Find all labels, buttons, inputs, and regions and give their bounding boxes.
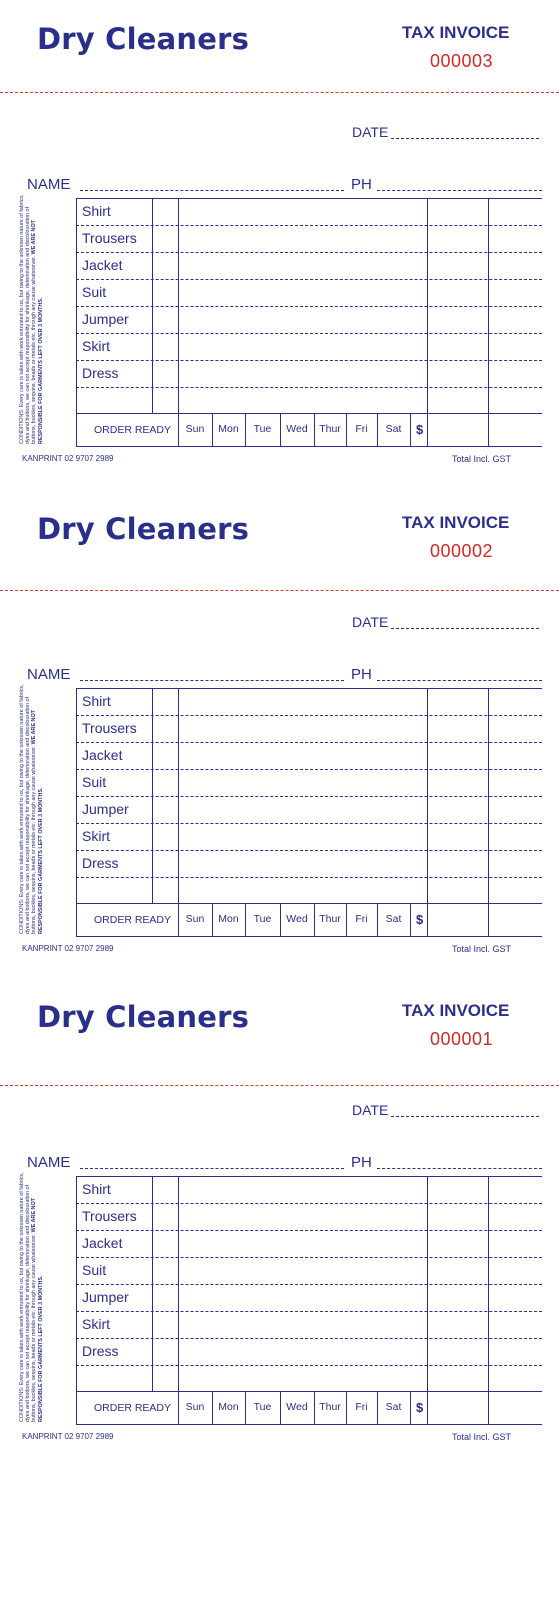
garment-label: Dress [82,365,119,381]
phone-label: PH [351,1154,372,1171]
grid-row-line [76,1257,542,1258]
printer-credit: KANPRINT 02 9707 2989 [22,454,114,463]
grid-row-line [76,225,542,226]
day-checkbox-sat[interactable]: Sat [385,1401,402,1413]
grid-top-border [76,1176,542,1177]
phone-label: PH [351,176,372,193]
grid-column-line [427,688,428,936]
garment-label: Jacket [82,747,123,763]
day-checkbox-sun[interactable]: Sun [185,1401,205,1413]
date-field[interactable] [391,628,539,629]
order-ready-label: ORDER READY [94,1402,172,1414]
garment-label: Jumper [82,801,129,817]
garment-label: Trousers [82,230,137,246]
conditions-body: CONDITIONS: Every care is taken with work entrusted to us, but owing to the unknown nature of fabrics, dyes and buttons, we can not accept responsibility for shrinkage, deterioration and discolouration of buttons, buckles, sequins, beads or metals etc. through any cause whatsoever. [19,1172,38,1422]
day-checkbox-tue[interactable]: Tue [253,1401,272,1413]
conditions-body: CONDITIONS: Every care is taken with work entrusted to us, but owing to the unknown nature of fabrics, dyes and buttons, we can not accept responsibility for shrinkage, deterioration and discolouration of buttons, buckles, sequins, beads or metals etc. through any cause whatsoever. [19,194,38,444]
day-checkbox-sun[interactable]: Sun [185,913,205,925]
day-checkbox-tue[interactable]: Tue [253,423,272,435]
grid-row-line [76,1365,542,1366]
phone-field[interactable] [377,1168,542,1169]
grid-row-line [76,742,542,743]
garment-label: Skirt [82,338,110,354]
grid-row-line [76,877,542,878]
tax-invoice-label: TAX INVOICE [402,23,510,42]
order-ready-label: ORDER READY [94,424,172,436]
garment-label: Shirt [82,1181,111,1197]
garment-label: Jumper [82,311,129,327]
grid-column-line [427,198,428,446]
day-checkbox-mon[interactable]: Mon [218,1401,239,1413]
grid-row-line [76,279,542,280]
date-label: DATE [352,124,389,140]
day-cell-divider [410,903,411,936]
name-label: NAME [27,176,71,193]
order-ready-divider [76,903,542,904]
grid-column-line [76,1176,77,1424]
garment-label: Jacket [82,1235,123,1251]
grid-row-line [76,715,542,716]
grid-column-line [427,1176,428,1424]
day-checkbox-mon[interactable]: Mon [218,913,239,925]
garment-label: Suit [82,774,107,790]
grid-column-line [488,198,489,446]
grid-row-line [76,1338,542,1339]
grid-bottom-border [76,1424,542,1425]
conditions-warning: WE ARE NOT RESPONSIBLE FOR GARMENTS LEFT OVER 3 MONTHS. [31,220,44,444]
day-checkbox-fri[interactable]: Fri [355,1401,368,1413]
day-checkbox-thur[interactable]: Thur [319,423,341,435]
garment-label: Trousers [82,720,137,736]
day-checkbox-mon[interactable]: Mon [218,423,239,435]
conditions-body: CONDITIONS: Every care is taken with work entrusted to us, but owing to the unknown nature of fabrics, dyes and buttons, we can not accept responsibility for shrinkage, deterioration and discolouration of buttons, buckles, sequins, beads or metals etc. through any cause whatsoever. [19,684,38,934]
order-ready-divider [76,413,542,414]
day-checkbox-wed[interactable]: Wed [286,423,308,435]
garment-label: Dress [82,855,119,871]
name-field[interactable] [80,680,344,681]
garment-label: Skirt [82,1316,110,1332]
garment-label: Shirt [82,693,111,709]
tax-invoice-label: TAX INVOICE [402,1001,510,1020]
grid-top-border [76,198,542,199]
grid-row-line [76,1230,542,1231]
grid-column-line [178,198,179,446]
date-label: DATE [352,1102,389,1118]
garment-label: Jacket [82,257,123,273]
printer-credit: KANPRINT 02 9707 2989 [22,1432,114,1441]
grid-row-line [76,796,542,797]
conditions-text [19,684,44,934]
phone-field[interactable] [377,680,542,681]
grid-top-border [76,688,542,689]
grid-row-line [76,1284,542,1285]
currency-symbol: $ [416,912,424,927]
name-field[interactable] [80,1168,344,1169]
phone-label: PH [351,666,372,683]
garment-label: Suit [82,1262,107,1278]
conditions-warning: WE ARE NOT RESPONSIBLE FOR GARMENTS LEFT OVER 3 MONTHS. [31,710,44,934]
garment-label: Suit [82,284,107,300]
conditions-text [19,194,44,444]
day-checkbox-tue[interactable]: Tue [253,913,272,925]
day-checkbox-fri[interactable]: Fri [355,423,368,435]
grid-column-line [488,688,489,936]
garment-grid [19,1172,542,1424]
currency-symbol: $ [416,422,424,437]
grid-row-line [76,333,542,334]
conditions-warning: WE ARE NOT RESPONSIBLE FOR GARMENTS LEFT OVER 3 MONTHS. [31,1198,44,1422]
garment-label: Skirt [82,828,110,844]
grid-row-line [76,823,542,824]
printer-credit: KANPRINT 02 9707 2989 [22,944,114,953]
grid-row-line [76,306,542,307]
name-label: NAME [27,1154,71,1171]
total-label: Total Incl. GST [452,944,512,954]
garment-grid [19,194,542,446]
invoice-ticket [0,490,559,978]
order-ready-label: ORDER READY [94,914,172,926]
business-title: Dry Cleaners [37,22,250,56]
day-checkbox-fri[interactable]: Fri [355,913,368,925]
garment-grid [19,684,542,936]
invoice-number: 000001 [430,1029,494,1049]
grid-column-line [178,688,179,936]
grid-column-line [76,198,77,446]
day-cell-divider [410,1391,411,1424]
grid-row-line [76,387,542,388]
grid-column-line [76,688,77,936]
total-label: Total Incl. GST [452,1432,512,1442]
grid-row-line [76,252,542,253]
garment-label: Trousers [82,1208,137,1224]
order-ready-divider [76,1391,542,1392]
phone-field[interactable] [377,190,542,191]
grid-bottom-border [76,936,542,937]
day-checkbox-wed[interactable]: Wed [286,913,308,925]
day-checkbox-sat[interactable]: Sat [385,423,402,435]
day-checkbox-thur[interactable]: Thur [319,913,341,925]
business-title: Dry Cleaners [37,1000,250,1034]
business-title: Dry Cleaners [37,512,250,546]
day-checkbox-thur[interactable]: Thur [319,1401,341,1413]
day-cell-divider [410,413,411,446]
grid-row-line [76,769,542,770]
grid-column-line [178,1176,179,1424]
day-checkbox-wed[interactable]: Wed [286,1401,308,1413]
conditions-text [19,1172,44,1422]
day-checkbox-sun[interactable]: Sun [185,423,205,435]
invoice-number: 000002 [430,541,494,561]
invoice-ticket [0,0,559,488]
tax-invoice-label: TAX INVOICE [402,513,510,532]
grid-row-line [76,1203,542,1204]
day-checkbox-sat[interactable]: Sat [385,913,402,925]
currency-symbol: $ [416,1400,424,1415]
total-label: Total Incl. GST [452,454,512,464]
date-field[interactable] [391,1116,539,1117]
grid-bottom-border [76,446,542,447]
date-label: DATE [352,614,389,630]
name-label: NAME [27,666,71,683]
garment-label: Jumper [82,1289,129,1305]
grid-row-line [76,850,542,851]
grid-row-line [76,360,542,361]
invoice-ticket [0,978,559,1466]
garment-label: Shirt [82,203,111,219]
grid-row-line [76,1311,542,1312]
name-field[interactable] [80,190,344,191]
grid-column-line [488,1176,489,1424]
garment-label: Dress [82,1343,119,1359]
date-field[interactable] [391,138,539,139]
invoice-number: 000003 [430,51,494,71]
